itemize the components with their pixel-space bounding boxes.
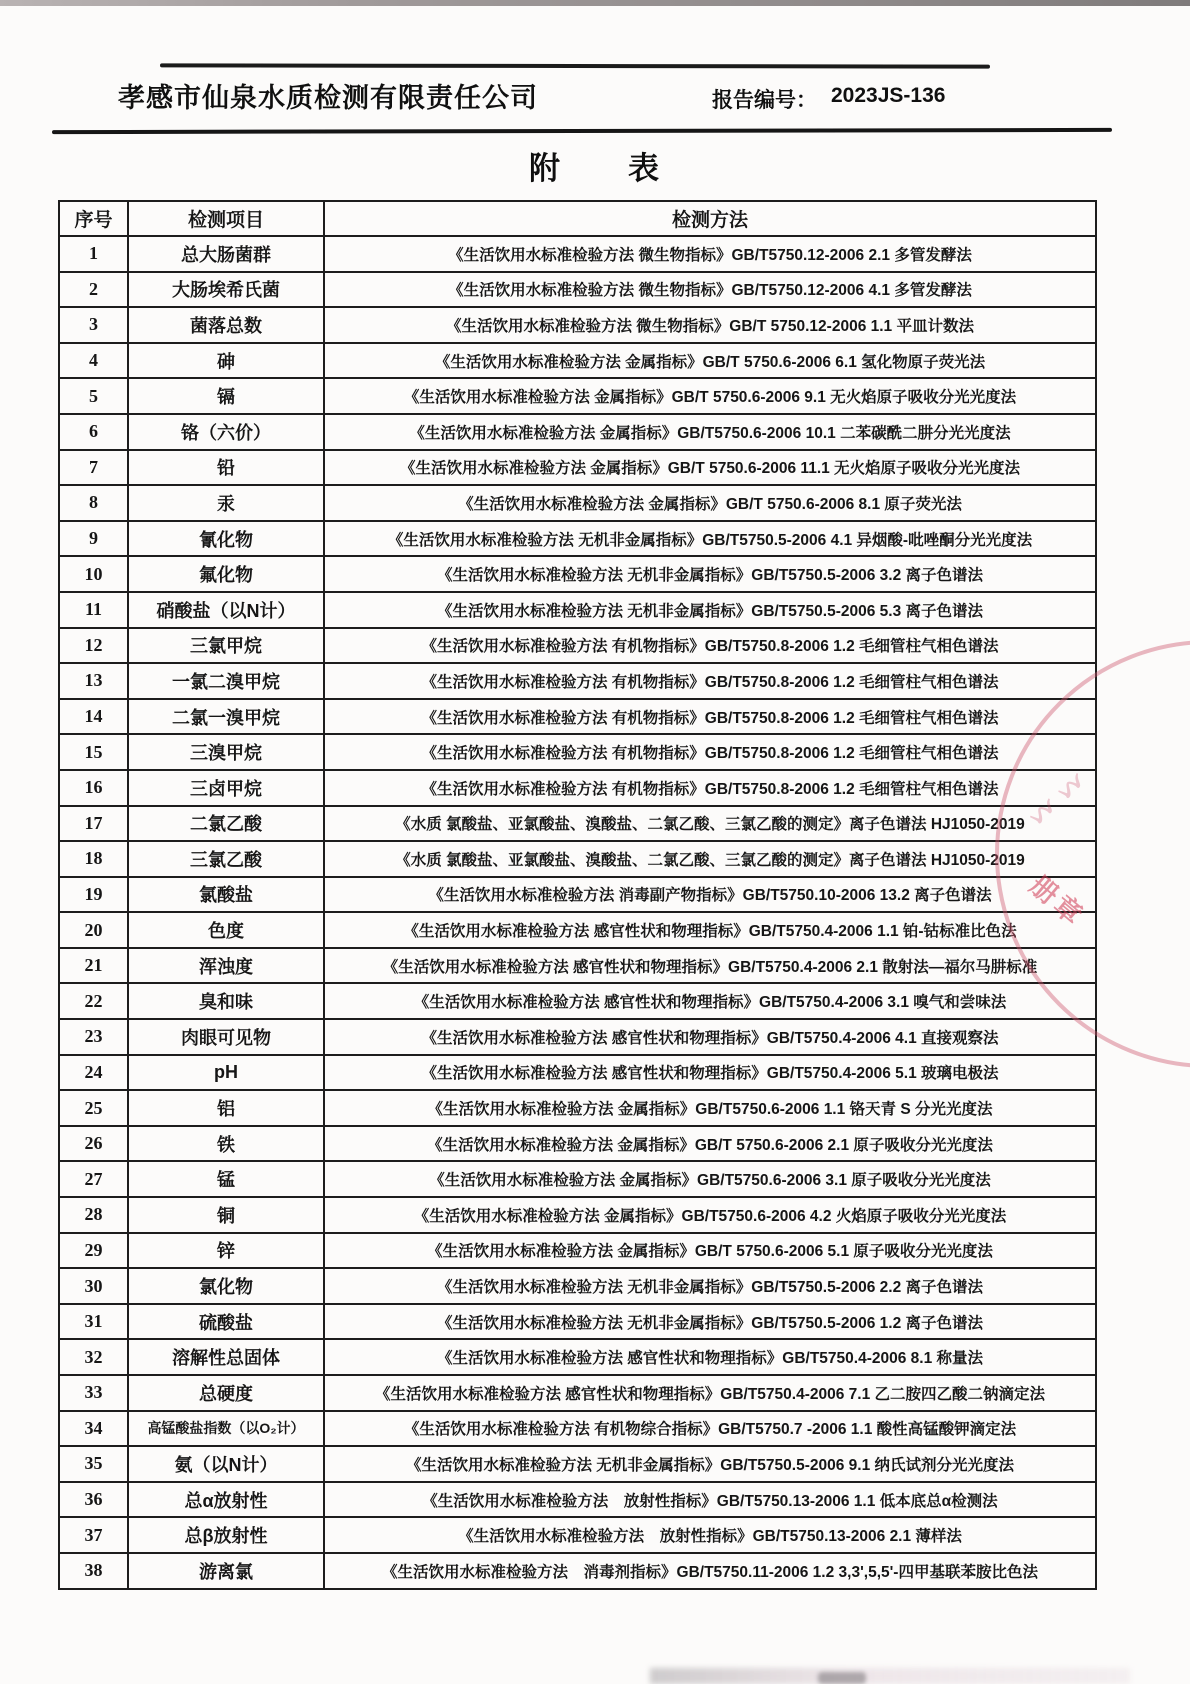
table-row	[59, 378, 1096, 414]
row-method-cell: 《生活饮用水标准检验方法 有机物指标》GB/T5750.8-2006 1.2 毛细管柱气相色谱法	[324, 770, 1096, 806]
row-item-cell: 铬（六价）	[128, 414, 324, 450]
table-row	[59, 1161, 1096, 1197]
table-row	[59, 1517, 1096, 1553]
row-no-cell: 10	[59, 556, 128, 592]
row-item-cell: 总硬度	[128, 1375, 324, 1411]
row-method-cell: 《水质 氯酸盐、亚氯酸盐、溴酸盐、二氯乙酸、三氯乙酸的测定》离子色谱法 HJ1050-2019	[324, 841, 1096, 877]
row-item-cell: 氯化物	[128, 1268, 324, 1304]
row-method-cell: 《生活饮用水标准检验方法 微生物指标》GB/T 5750.12-2006 1.1 平皿计数法	[324, 307, 1096, 343]
row-item-cell: 三氯乙酸	[128, 841, 324, 877]
table-row	[59, 1197, 1096, 1233]
row-method-cell: 《生活饮用水标准检验方法 消毒副产物指标》GB/T5750.10-2006 13.2 离子色谱法	[324, 877, 1096, 913]
row-item-cell: 铜	[128, 1197, 324, 1233]
row-method-cell: 《生活饮用水标准检验方法 金属指标》GB/T 5750.6-2006 5.1 原子吸收分光光度法	[324, 1233, 1096, 1269]
row-method-cell: 《生活饮用水标准检验方法 有机物指标》GB/T5750.8-2006 1.2 毛细管柱气相色谱法	[324, 663, 1096, 699]
row-method-cell: 《生活饮用水标准检验方法 感官性状和物理指标》GB/T5750.4-2006 7.1 乙二胺四乙酸二钠滴定法	[324, 1375, 1096, 1411]
table-row	[59, 699, 1096, 735]
row-no-cell: 3	[59, 307, 128, 343]
row-method-cell: 《生活饮用水标准检验方法 金属指标》GB/T 5750.6-2006 2.1 原子吸收分光光度法	[324, 1126, 1096, 1162]
table-row	[59, 841, 1096, 877]
table-row	[59, 1126, 1096, 1162]
row-item-cell: 肉眼可见物	[128, 1019, 324, 1055]
row-item-cell: 镉	[128, 378, 324, 414]
row-no-cell: 1	[59, 236, 128, 272]
row-method-cell: 《生活饮用水标准检验方法 金属指标》GB/T 5750.6-2006 9.1 无火焰原子吸收分光光度法	[324, 378, 1096, 414]
table-row	[59, 414, 1096, 450]
row-method-cell: 《生活饮用水标准检验方法 无机非金属指标》GB/T5750.5-2006 4.1 异烟酸-吡唑酮分光光度法	[324, 521, 1096, 557]
row-no-cell: 38	[59, 1553, 128, 1589]
row-item-cell: 总α放射性	[128, 1482, 324, 1518]
row-item-cell: 锌	[128, 1233, 324, 1269]
table-row	[59, 1019, 1096, 1055]
row-item-cell: 总β放射性	[128, 1517, 324, 1553]
row-no-cell: 21	[59, 948, 128, 984]
row-no-cell: 20	[59, 912, 128, 948]
row-no-cell: 31	[59, 1304, 128, 1340]
table-row	[59, 450, 1096, 486]
row-no-cell: 30	[59, 1268, 128, 1304]
header-cell-item: 检测项目	[128, 201, 324, 236]
row-item-cell: 二氯乙酸	[128, 806, 324, 842]
page-title: 附 表	[529, 151, 661, 186]
table-row	[59, 1233, 1096, 1269]
row-no-cell: 14	[59, 699, 128, 735]
row-no-cell: 26	[59, 1126, 128, 1162]
row-method-cell: 《生活饮用水标准检验方法 消毒剂指标》GB/T5750.11-2006 1.2 3,3',5,5'-四甲基联苯胺比色法	[324, 1553, 1096, 1589]
row-method-cell: 《生活饮用水标准检验方法 感官性状和物理指标》GB/T5750.4-2006 2.1 散射法—福尔马肼标准	[324, 948, 1096, 984]
scan-edge-strip	[0, 0, 1190, 6]
row-method-cell: 《生活饮用水标准检验方法 无机非金属指标》GB/T5750.5-2006 5.3 离子色谱法	[324, 592, 1096, 628]
row-method-cell: 《生活饮用水标准检验方法 感官性状和物理指标》GB/T5750.4-2006 4.1 直接观察法	[324, 1019, 1096, 1055]
row-item-cell: 高锰酸盐指数（以O₂计）	[128, 1411, 324, 1447]
row-no-cell: 22	[59, 983, 128, 1019]
table-row	[59, 1446, 1096, 1482]
header-cell-method: 检测方法	[324, 201, 1096, 236]
row-no-cell: 8	[59, 485, 128, 521]
row-no-cell: 4	[59, 343, 128, 379]
table-row	[59, 948, 1096, 984]
row-method-cell: 《生活饮用水标准检验方法 微生物指标》GB/T5750.12-2006 4.1 多管发酵法	[324, 272, 1096, 308]
row-no-cell: 18	[59, 841, 128, 877]
row-item-cell: 游离氯	[128, 1553, 324, 1589]
methods-table	[58, 200, 1097, 1590]
table-row	[59, 912, 1096, 948]
row-no-cell: 15	[59, 734, 128, 770]
row-method-cell: 《生活饮用水标准检验方法 金属指标》GB/T5750.6-2006 3.1 原子吸收分光光度法	[324, 1161, 1096, 1197]
table-row	[59, 806, 1096, 842]
row-method-cell: 《生活饮用水标准检验方法 有机物综合指标》GB/T5750.7 -2006 1.1 酸性高锰酸钾滴定法	[324, 1411, 1096, 1447]
row-method-cell: 《生活饮用水标准检验方法 金属指标》GB/T 5750.6-2006 11.1 无火焰原子吸收分光光度法	[324, 450, 1096, 486]
table-row	[59, 485, 1096, 521]
row-no-cell: 36	[59, 1482, 128, 1518]
table-row	[59, 1339, 1096, 1375]
row-no-cell: 34	[59, 1411, 128, 1447]
methods-table-body	[59, 236, 1096, 1589]
row-no-cell: 32	[59, 1339, 128, 1375]
row-no-cell: 13	[59, 663, 128, 699]
row-no-cell: 17	[59, 806, 128, 842]
header-cell-no: 序号	[59, 201, 128, 236]
row-method-cell: 《生活饮用水标准检验方法 放射性指标》GB/T5750.13-2006 1.1 低本底总α检测法	[324, 1482, 1096, 1518]
table-row	[59, 1553, 1096, 1589]
row-no-cell: 7	[59, 450, 128, 486]
row-item-cell: 砷	[128, 343, 324, 379]
row-item-cell: 汞	[128, 485, 324, 521]
table-row	[59, 1090, 1096, 1126]
row-item-cell: 三溴甲烷	[128, 734, 324, 770]
row-method-cell: 《生活饮用水标准检验方法 微生物指标》GB/T5750.12-2006 2.1 多管发酵法	[324, 236, 1096, 272]
row-item-cell: 浑浊度	[128, 948, 324, 984]
row-item-cell: 氯酸盐	[128, 877, 324, 913]
header-divider-rule	[52, 128, 1112, 134]
row-item-cell: 臭和味	[128, 983, 324, 1019]
table-row	[59, 236, 1096, 272]
row-no-cell: 19	[59, 877, 128, 913]
row-item-cell: 色度	[128, 912, 324, 948]
row-method-cell: 《生活饮用水标准检验方法 无机非金属指标》GB/T5750.5-2006 3.2 离子色谱法	[324, 556, 1096, 592]
row-no-cell: 27	[59, 1161, 128, 1197]
row-method-cell: 《生活饮用水标准检验方法 金属指标》GB/T5750.6-2006 10.1 二苯碳酰二肼分光光度法	[324, 414, 1096, 450]
row-method-cell: 《生活饮用水标准检验方法 金属指标》GB/T 5750.6-2006 8.1 原子荧光法	[324, 485, 1096, 521]
row-method-cell: 《生活饮用水标准检验方法 无机非金属指标》GB/T5750.5-2006 2.2 离子色谱法	[324, 1268, 1096, 1304]
table-row	[59, 734, 1096, 770]
table-row	[59, 877, 1096, 913]
row-method-cell: 《生活饮用水标准检验方法 无机非金属指标》GB/T5750.5-2006 1.2 离子色谱法	[324, 1304, 1096, 1340]
scan-smudge-spot	[818, 1672, 866, 1684]
row-item-cell: 溶解性总固体	[128, 1339, 324, 1375]
row-no-cell: 24	[59, 1055, 128, 1091]
row-item-cell: 二氯一溴甲烷	[128, 699, 324, 735]
report-number-value: 2023JS-136	[831, 84, 946, 107]
row-method-cell: 《生活饮用水标准检验方法 金属指标》GB/T5750.6-2006 1.1 铬天青 S 分光光度法	[324, 1090, 1096, 1126]
row-item-cell: 大肠埃希氏菌	[128, 272, 324, 308]
row-no-cell: 37	[59, 1517, 128, 1553]
row-no-cell: 6	[59, 414, 128, 450]
table-row	[59, 556, 1096, 592]
row-method-cell: 《水质 氯酸盐、亚氯酸盐、溴酸盐、二氯乙酸、三氯乙酸的测定》离子色谱法 HJ1050-2019	[324, 806, 1096, 842]
table-row	[59, 521, 1096, 557]
row-method-cell: 《生活饮用水标准检验方法 金属指标》GB/T5750.6-2006 4.2 火焰原子吸收分光光度法	[324, 1197, 1096, 1233]
row-no-cell: 5	[59, 378, 128, 414]
row-item-cell: 硝酸盐（以N计）	[128, 592, 324, 628]
row-no-cell: 35	[59, 1446, 128, 1482]
row-no-cell: 33	[59, 1375, 128, 1411]
row-item-cell: 铅	[128, 450, 324, 486]
report-number	[712, 84, 945, 114]
row-item-cell: 菌落总数	[128, 307, 324, 343]
row-item-cell: 三氯甲烷	[128, 628, 324, 664]
row-no-cell: 11	[59, 592, 128, 628]
red-stamp-text: 册章	[1024, 869, 1091, 933]
row-method-cell: 《生活饮用水标准检验方法 有机物指标》GB/T5750.8-2006 1.2 毛细管柱气相色谱法	[324, 628, 1096, 664]
row-no-cell: 2	[59, 272, 128, 308]
red-stamp-ghost-text: 〻〻	[1013, 760, 1092, 837]
row-item-cell: 氟化物	[128, 556, 324, 592]
table-row	[59, 307, 1096, 343]
methods-table-header	[59, 201, 1096, 236]
row-item-cell: 硫酸盐	[128, 1304, 324, 1340]
report-number-label: 报告编号：	[712, 89, 817, 112]
row-item-cell: 三卤甲烷	[128, 770, 324, 806]
row-method-cell: 《生活饮用水标准检验方法 感官性状和物理指标》GB/T5750.4-2006 8.1 称量法	[324, 1339, 1096, 1375]
row-item-cell: 一氯二溴甲烷	[128, 663, 324, 699]
row-method-cell: 《生活饮用水标准检验方法 感官性状和物理指标》GB/T5750.4-2006 3.1 嗅气和尝味法	[324, 983, 1096, 1019]
row-no-cell: 23	[59, 1019, 128, 1055]
row-method-cell: 《生活饮用水标准检验方法 放射性指标》GB/T5750.13-2006 2.1 薄样法	[324, 1517, 1096, 1553]
row-no-cell: 29	[59, 1233, 128, 1269]
row-item-cell: 氰化物	[128, 521, 324, 557]
table-row	[59, 663, 1096, 699]
header-top-rule	[160, 63, 990, 68]
table-row	[59, 1268, 1096, 1304]
table-row	[59, 770, 1096, 806]
row-no-cell: 12	[59, 628, 128, 664]
row-method-cell: 《生活饮用水标准检验方法 金属指标》GB/T 5750.6-2006 6.1 氢化物原子荧光法	[324, 343, 1096, 379]
scan-smudge	[650, 1668, 1130, 1684]
row-no-cell: 9	[59, 521, 128, 557]
table-row	[59, 343, 1096, 379]
row-method-cell: 《生活饮用水标准检验方法 有机物指标》GB/T5750.8-2006 1.2 毛细管柱气相色谱法	[324, 734, 1096, 770]
header-row	[59, 201, 1096, 236]
table-row	[59, 1411, 1096, 1447]
row-method-cell: 《生活饮用水标准检验方法 无机非金属指标》GB/T5750.5-2006 9.1 纳氏试剂分光光度法	[324, 1446, 1096, 1482]
row-item-cell: 铁	[128, 1126, 324, 1162]
row-item-cell: 氨（以N计）	[128, 1446, 324, 1482]
row-no-cell: 25	[59, 1090, 128, 1126]
table-row	[59, 983, 1096, 1019]
row-no-cell: 16	[59, 770, 128, 806]
table-row	[59, 1482, 1096, 1518]
table-row	[59, 1055, 1096, 1091]
row-item-cell: pH	[128, 1055, 324, 1091]
row-item-cell: 锰	[128, 1161, 324, 1197]
company-name: 孝感市仙泉水质检测有限责任公司	[118, 83, 538, 113]
row-item-cell: 总大肠菌群	[128, 236, 324, 272]
table-row	[59, 272, 1096, 308]
row-item-cell: 铝	[128, 1090, 324, 1126]
row-no-cell: 28	[59, 1197, 128, 1233]
table-row	[59, 1304, 1096, 1340]
table-row	[59, 1375, 1096, 1411]
table-row	[59, 592, 1096, 628]
row-method-cell: 《生活饮用水标准检验方法 感官性状和物理指标》GB/T5750.4-2006 5.1 玻璃电极法	[324, 1055, 1096, 1091]
table-row	[59, 628, 1096, 664]
row-method-cell: 《生活饮用水标准检验方法 感官性状和物理指标》GB/T5750.4-2006 1.1 铂-钴标准比色法	[324, 912, 1096, 948]
row-method-cell: 《生活饮用水标准检验方法 有机物指标》GB/T5750.8-2006 1.2 毛细管柱气相色谱法	[324, 699, 1096, 735]
